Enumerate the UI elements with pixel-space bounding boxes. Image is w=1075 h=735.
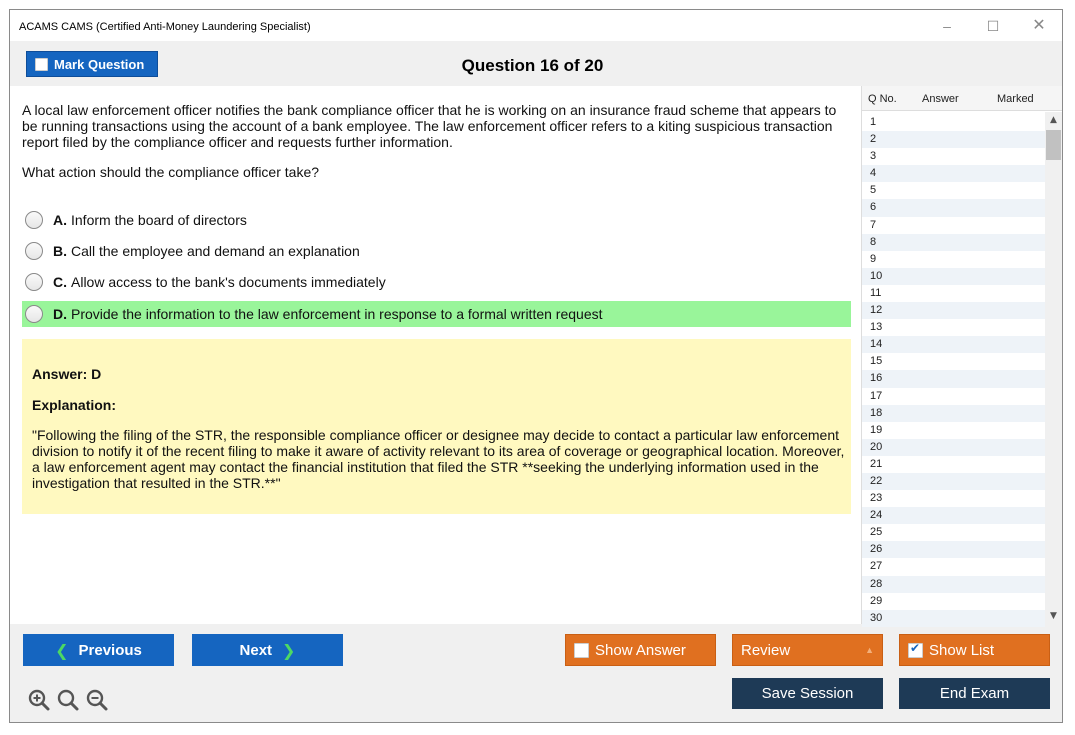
option-d-radio[interactable] — [25, 305, 43, 323]
question-list-row[interactable]: 22 — [862, 473, 1045, 490]
question-list-row[interactable]: 26 — [862, 541, 1045, 558]
zoom-in-icon[interactable] — [27, 688, 51, 712]
next-label: Next — [239, 641, 273, 659]
option-b-radio[interactable] — [25, 242, 43, 260]
question-list-row[interactable]: 25 — [862, 524, 1045, 541]
question-list-row[interactable]: 18 — [862, 405, 1045, 422]
save-session-button[interactable]: Save Session — [732, 678, 883, 709]
question-list-row[interactable]: 15 — [862, 353, 1045, 370]
option-d-letter: D. — [53, 306, 67, 322]
option-c-text: Allow access to the bank's documents immediately — [71, 274, 386, 290]
question-list-row[interactable]: 24 — [862, 507, 1045, 524]
chevron-right-icon: ❯ — [282, 640, 296, 660]
question-list-row[interactable]: 5 — [862, 182, 1045, 199]
question-list-row[interactable]: 14 — [862, 336, 1045, 353]
show-list-label: Show List — [929, 641, 995, 659]
question-list-row[interactable]: 28 — [862, 576, 1045, 593]
question-list-row[interactable]: 10 — [862, 268, 1045, 285]
caret-up-icon: ▲ — [865, 645, 874, 655]
column-answer[interactable]: Answer — [922, 93, 959, 105]
option-a[interactable] — [22, 207, 851, 233]
question-prompt: What action should the compliance officer take? — [22, 164, 320, 180]
scroll-down-icon[interactable]: ▼ — [1050, 611, 1057, 621]
question-text: A local law enforcement officer notifies the bank compliance officer that he is working on an insurance fraud scheme that appears to be running transactions using the account of a bank employee. The law enforcement officer refers to a kiting suspicious transaction report filed by the compliance officer and requests further information. — [22, 102, 837, 150]
question-list-row[interactable]: 29 — [862, 593, 1045, 610]
option-b-letter: B. — [53, 243, 67, 259]
question-list-row[interactable]: 8 — [862, 234, 1045, 251]
column-qno[interactable]: Q No. — [868, 93, 897, 105]
question-list-header — [862, 86, 1062, 111]
question-list-row[interactable]: 11 — [862, 285, 1045, 302]
question-list-row[interactable]: 9 — [862, 251, 1045, 268]
question-list-row[interactable]: 19 — [862, 422, 1045, 439]
question-list-row[interactable]: 20 — [862, 439, 1045, 456]
next-button[interactable] — [192, 634, 343, 666]
option-d[interactable] — [22, 301, 851, 327]
mark-question-checkbox[interactable] — [35, 58, 48, 71]
app-window — [9, 9, 1063, 723]
option-b-text: Call the employee and demand an explanation — [71, 243, 360, 259]
option-b[interactable] — [22, 238, 851, 264]
maximize-button[interactable]: ☐ — [986, 18, 1000, 34]
question-list-row[interactable]: 2 — [862, 131, 1045, 148]
show-answer-button[interactable] — [565, 634, 716, 666]
show-list-button[interactable] — [899, 634, 1050, 666]
chevron-left-icon: ❮ — [55, 640, 69, 660]
question-list-row[interactable]: 16 — [862, 370, 1045, 387]
question-list-row[interactable]: 17 — [862, 388, 1045, 405]
title-bar — [10, 10, 1062, 41]
explanation-label: Explanation: — [32, 397, 117, 413]
option-c-letter: C. — [53, 274, 67, 290]
previous-button[interactable] — [23, 634, 174, 666]
review-label: Review — [741, 641, 791, 659]
column-marked[interactable]: Marked — [997, 93, 1034, 105]
question-list-row[interactable]: 4 — [862, 165, 1045, 182]
question-list-row[interactable]: 3 — [862, 148, 1045, 165]
mark-question-button[interactable] — [26, 51, 158, 77]
option-d-text: Provide the information to the law enforcement in response to a formal written request — [71, 306, 603, 322]
question-list-row[interactable]: 23 — [862, 490, 1045, 507]
answer-label: Answer: D — [32, 366, 102, 382]
show-answer-label: Show Answer — [595, 641, 686, 659]
question-panel — [10, 86, 861, 624]
show-answer-checkbox[interactable] — [574, 643, 589, 658]
question-list-row[interactable]: 12 — [862, 302, 1045, 319]
question-list-row[interactable]: 21 — [862, 456, 1045, 473]
zoom-reset-icon[interactable] — [56, 688, 80, 712]
question-list-row[interactable]: 13 — [862, 319, 1045, 336]
scroll-up-icon[interactable]: ▲ — [1050, 115, 1057, 125]
question-list-row[interactable]: 7 — [862, 217, 1045, 234]
question-counter: Question 16 of 20 — [461, 56, 604, 75]
question-list-row[interactable]: 30 — [862, 610, 1045, 627]
option-c[interactable] — [22, 269, 851, 295]
previous-label: Previous — [78, 641, 142, 659]
mark-question-label: Mark Question — [54, 56, 145, 72]
question-list-row[interactable]: 1 — [862, 114, 1045, 131]
end-exam-button[interactable]: End Exam — [899, 678, 1050, 709]
zoom-out-icon[interactable] — [85, 688, 109, 712]
option-a-radio[interactable] — [25, 211, 43, 229]
minimize-button[interactable]: – — [943, 18, 951, 34]
scroll-thumb[interactable] — [1046, 130, 1061, 160]
question-list-panel — [861, 86, 1062, 624]
answer-explanation-box — [22, 339, 851, 514]
option-a-text: Inform the board of directors — [71, 212, 247, 228]
option-a-letter: A. — [53, 212, 67, 228]
option-c-radio[interactable] — [25, 273, 43, 291]
question-list-row[interactable]: 27 — [862, 558, 1045, 575]
question-list-rows — [862, 114, 1045, 627]
explanation-text: "Following the filing of the STR, the responsible compliance officer or designee may decide to contact a particular law enforcement division to notify it of the recent filing to make it aware of activity relevant to its area of coverage or geographical location. Moreover, a law enforcement agent may contact the financial institution that filed the STR **seeking the underlying information used in the investigation that resulted in the STR.**" — [32, 427, 845, 491]
window-title: ACAMS CAMS (Certified Anti-Money Laundering Specialist) — [19, 21, 311, 33]
show-list-checkbox[interactable] — [908, 643, 923, 658]
review-dropdown[interactable] — [732, 634, 883, 666]
question-list-row[interactable]: 6 — [862, 199, 1045, 216]
question-list-scrollbar[interactable] — [1045, 112, 1062, 624]
close-button[interactable]: ✕ — [1032, 17, 1046, 34]
